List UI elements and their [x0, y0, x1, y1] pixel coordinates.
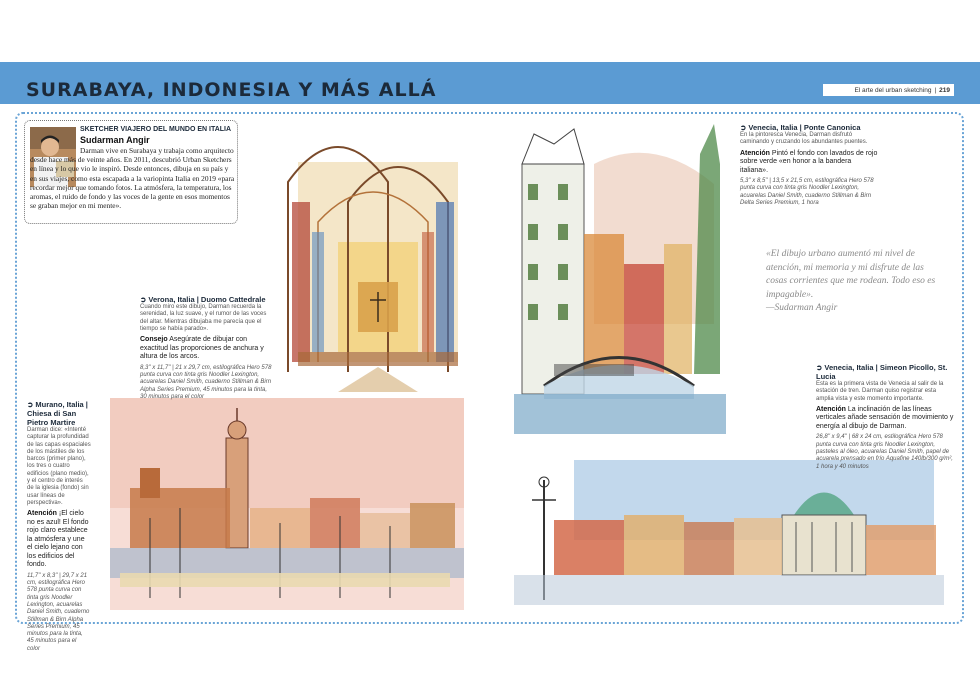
verona-specs: 8,3'' x 11,7'' | 21 x 29,7 cm, estilográfica Hero 578 punta curva con tinta gris Noodler Lexington, acuarelas Daniel Smith, cuaderno Stillman & Birn Alpha Series Premium, 45 minutos para la tinta, 30 minutos para el color	[140, 364, 272, 400]
venezia-canonica-heading: ➲ Venecia, Italia | Ponte Canonica	[740, 123, 861, 132]
venezia-canonica-text: En la pintoresca Venecia, Darman disfrutó caminando y cruzando los abundantes puentes.	[740, 132, 868, 146]
simeon-tip-text: La inclinación de las líneas verticales añade sensación de movimiento y energía al dibujo de Darman.	[816, 405, 954, 430]
venezia-canonica-tip-text: Pintó el fondo con lavados de rojo sobre verde «en honor a la bandera italiana».	[740, 149, 878, 174]
simeon-caption	[816, 363, 954, 471]
running-head-text: El arte del urban sketching	[854, 86, 932, 94]
murano-tip	[27, 510, 91, 570]
murano-tip-label: Atención	[27, 510, 57, 518]
bio-name: Sudarman Angir	[80, 135, 150, 145]
pull-quote	[766, 248, 936, 316]
murano-heading: ➲ Murano, Italia | Chiesa di San Pietro Martire	[27, 400, 88, 427]
quote-text: «El dibujo urbano aumentó mi nivel de atención, mi memoria y mi disfrute de las cosas corrientes que me rodean. Todo eso es impagable».	[766, 249, 936, 300]
simeon-heading: ➲ Venecia, Italia | Simeon Picollo, St. Lucia	[816, 363, 948, 381]
verona-cathedral-sketch	[278, 122, 468, 392]
verona-tip-label: Consejo	[140, 336, 168, 344]
bio-text: Darman vive en Surabaya y trabaja como arquitecto desde hace más de veinte años. En 2011, descubrió Urban Sketchers en línea y lo que vio le inspiró. Desde entonces, dibuja en su país y en sus viajes, como esta escapada a la variopinta Italia en 2019 «para recordar mejor que tomando fotos. La atmósfera, la temperatura, los aromas, el ruido de fondo y las voces de la gente en esos momentos se graban mejor en mi mente».	[30, 146, 235, 211]
simeon-piccolo-sketch	[514, 460, 944, 612]
murano-caption	[27, 400, 91, 653]
simeon-text: Esta es la primera vista de Venecia al salir de la estación de tren. Darman quiso registrar esta amplia vista y este momento importante.	[816, 381, 944, 402]
venezia-canonica-tip-label: Atención	[740, 149, 770, 157]
verona-heading: ➲ Verona, Italia | Duomo Cattedrale	[140, 295, 266, 304]
verona-tip	[140, 336, 272, 362]
venezia-canonica-tip	[740, 150, 880, 176]
murano-tip-text: ¡El cielo no es azul! El fondo rojo claro establece la atmósfera y une el cielo lejano con los edificios del fondo.	[27, 510, 89, 569]
verona-caption	[140, 295, 272, 401]
page-number: 219	[939, 86, 950, 94]
verona-tip-text: Asegúrate de dibujar con exactitud las proporciones de anchura y altura de los arcos.	[140, 336, 264, 361]
quote-attribution: —Sudarman Angir	[766, 303, 838, 313]
murano-sketch	[110, 398, 464, 610]
simeon-tip-label: Atención	[816, 405, 846, 413]
venezia-canonica-specs: 5,3'' x 8,5'' | 13,5 x 21,5 cm, estilográfica Hero 578 punta curva con tinta gris Noodler Lexington, acuarelas Daniel Smith, cuaderno Stillman & Birn Delta Series Premium, 1 hora	[740, 178, 874, 206]
murano-specs: 11,7'' x 8,3'' | 29,7 x 21 cm, estilográfica Hero 578 punta curva con tinta gris Noodler Lexington, acuarelas Daniel Smith, cuaderno Stillman & Birn Alpha Series Premium, 45 minutos para la tinta, 45 minutos para el color	[27, 572, 90, 652]
separator: |	[934, 86, 937, 94]
verona-text: Cuando miro este dibujo, Darman recuerda la serenidad, la luz suave, y el rumor de las voces del altar. Mientras dibujaba me parecía que el tiempo se había parado».	[140, 304, 267, 332]
bio-subtitle: SKETCHER VIAJERO DEL MUNDO EN ITALIA	[80, 126, 232, 133]
page-title: SURABAYA, INDONESIA Y MÁS ALLÁ	[26, 79, 437, 101]
murano-text: Darman dice: «Intenté capturar la profundidad de las capas espaciales de los mástiles de los barcos (primer plano), los tres o cuatro edificios (plano medio), y el centro de interés de la iglesia (fondo) sin usar líneas de perspectiva».	[27, 427, 91, 506]
simeon-specs: 26,8'' x 9,4'' | 68 x 24 cm, estilográfica Hero 578 punta curva con tinta gris Noodler Lexington, pasteles al óleo, acuarelas Daniel Smith, papel de acuarela prensado en frío Aquafine 140lb/300 g/m², 1 hora y 40 minutos	[816, 434, 953, 470]
simeon-tip	[816, 406, 954, 432]
venezia-canonica-caption	[740, 123, 880, 207]
running-head	[823, 84, 954, 96]
venice-canonica-sketch	[514, 124, 726, 438]
